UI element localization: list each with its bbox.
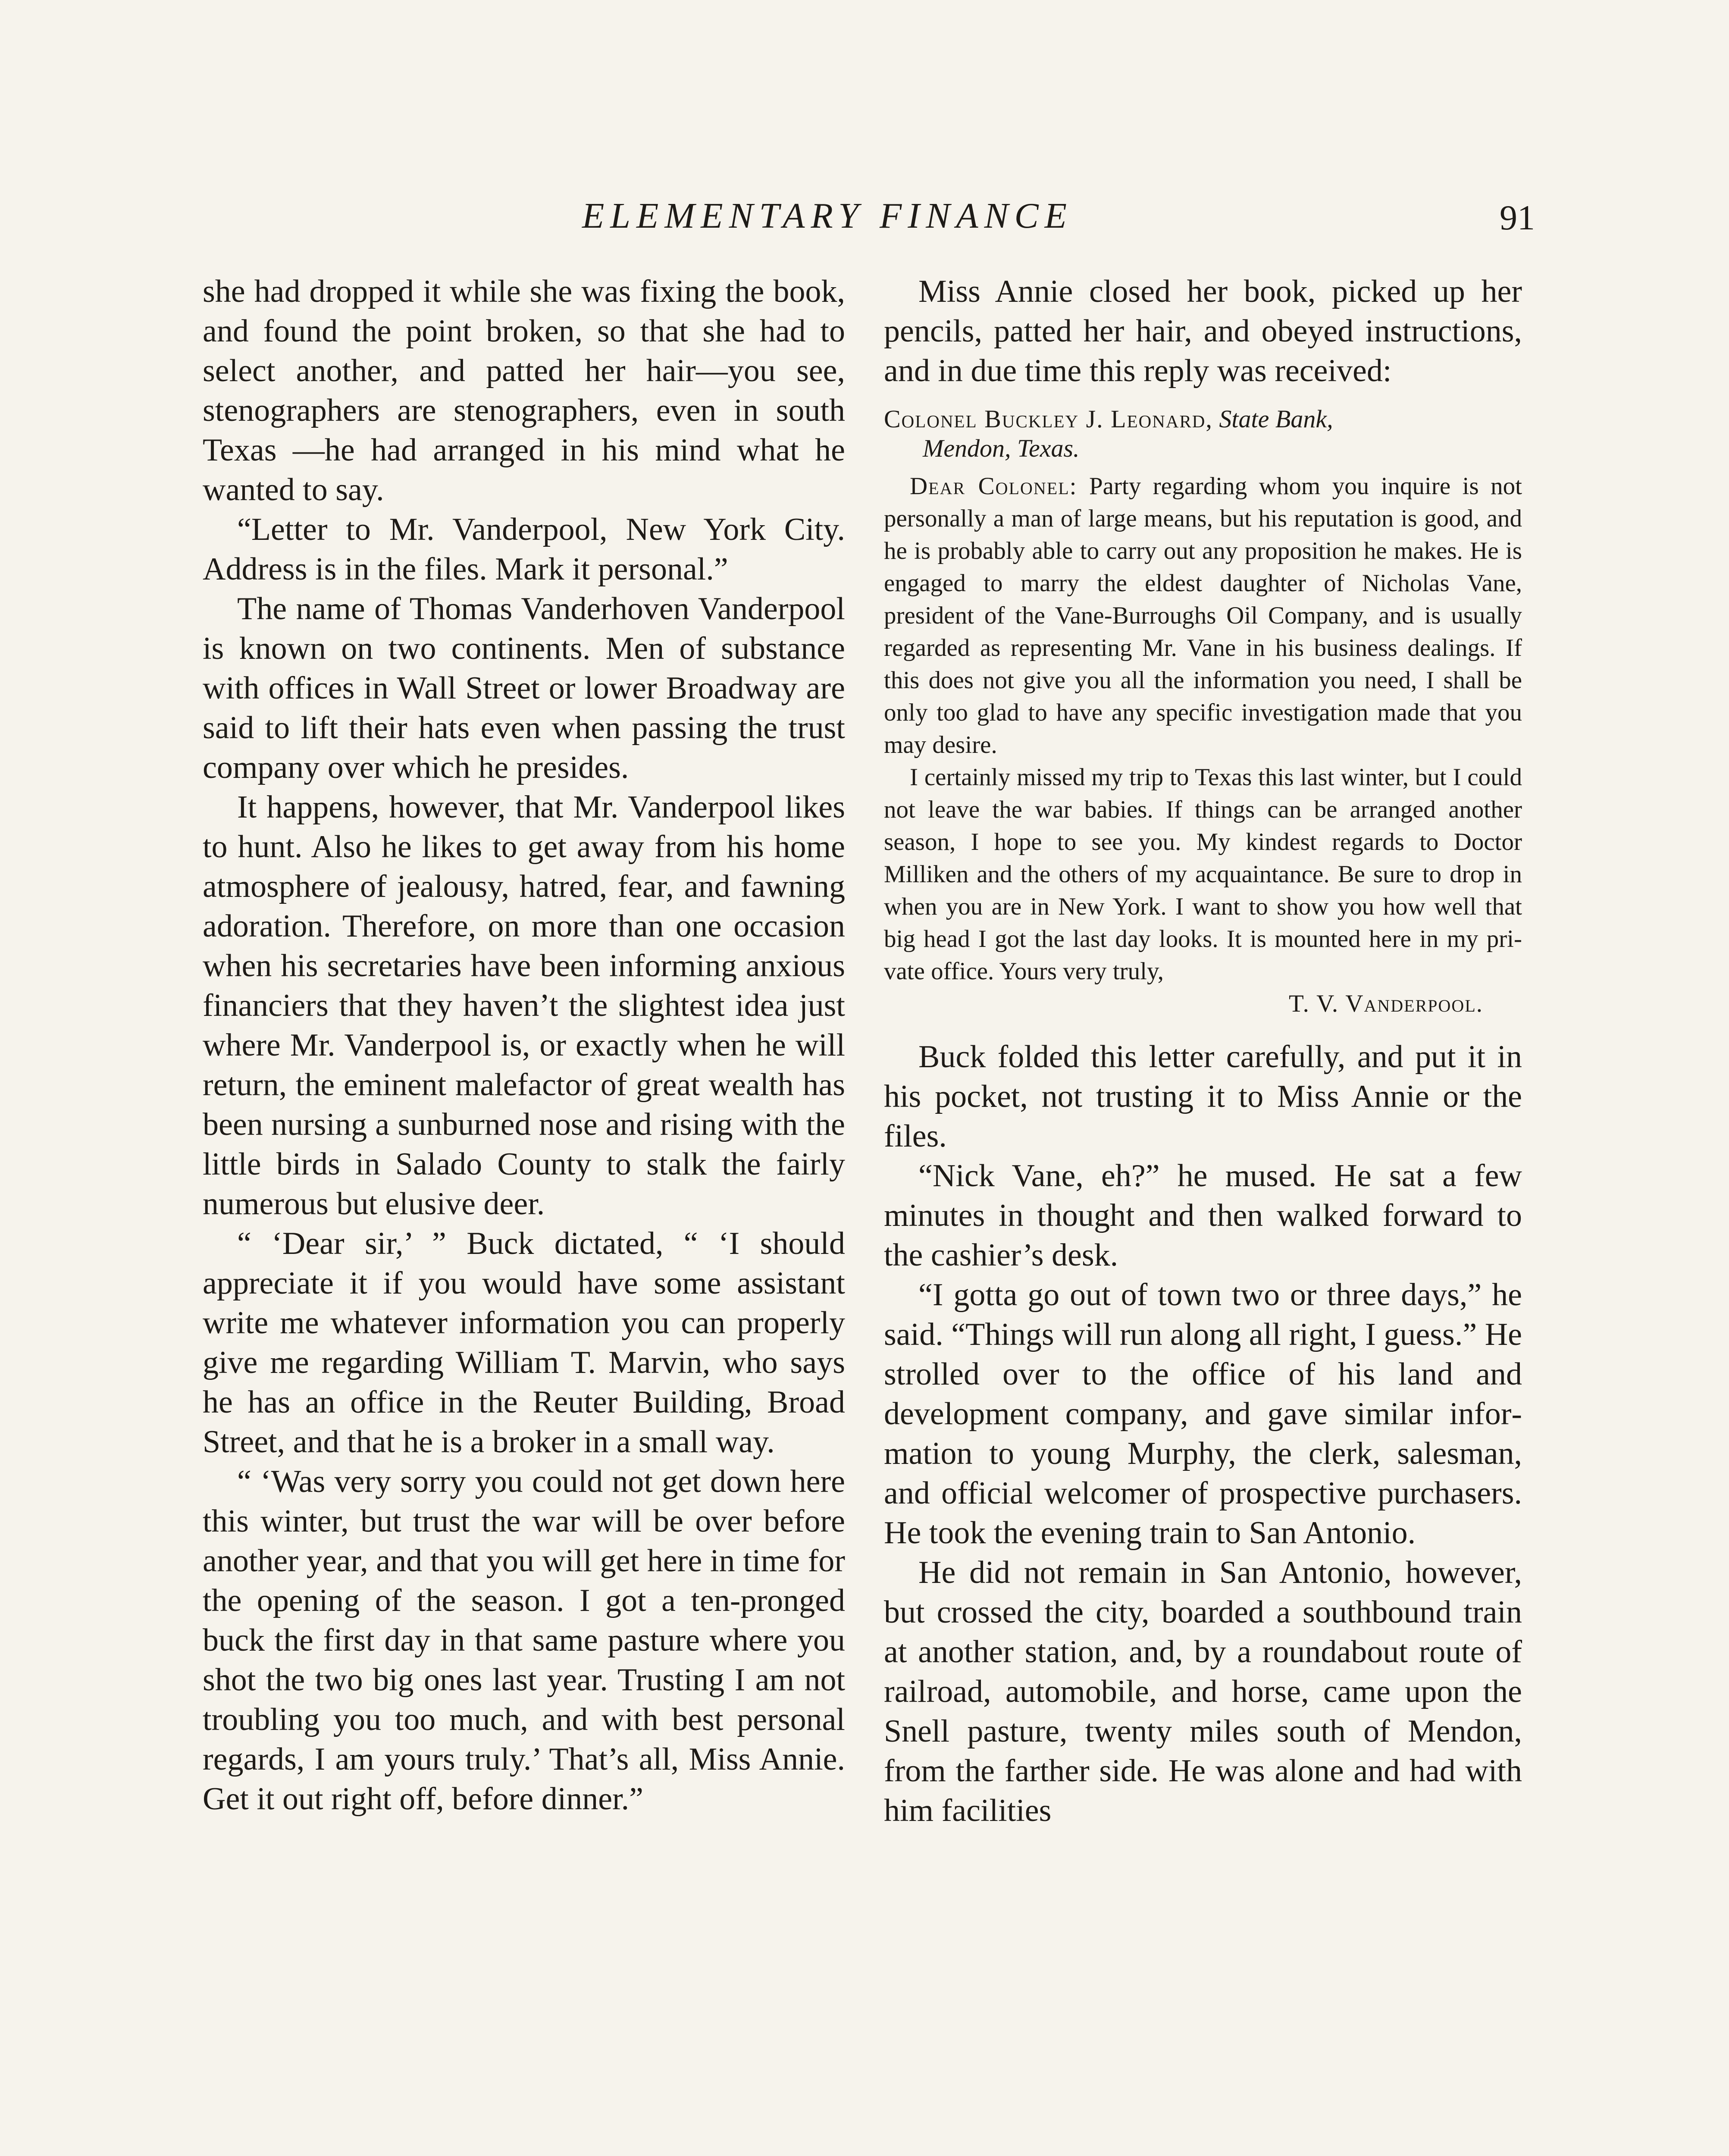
paragraph: “ ‘Dear sir,’ ” Buck dictated, “ ‘I should appreciate it if you would have some assistant write me whatever information you can properly give me regarding William T. Marvin, who says he has an office in the Reuter Building, Broad Street, and that he is a broker in a small way. (203, 1226, 845, 1460)
paragraph: she had dropped it while she was fixing the book, and found the point broken, so that she had to select another, and patted her hair—you see, stenographers are stenographers, even in south Texas —he had arranged in his mind what he wanted to say. (203, 274, 845, 508)
addressee-city: Mendon, Texas. (923, 434, 1080, 462)
letter-text: Party regarding whom you inquire is not personally a man of large means, but his reputation is good, and he is probably able to carry out any proposition he makes. He is engaged to marry the eldest daughter of Nicholas Vane, president of the Vane-Burroughs Oil Company, and is usually regarded as representing Mr. Vane in his business dealings. If this does not give you all the information you need, I shall be only too glad to have any specific investigation made that you may desire. (884, 473, 1522, 758)
letter-addressee (884, 404, 1522, 463)
addressee-name: Colonel Buckley J. Leonard, (884, 405, 1213, 433)
left-column (203, 272, 845, 1819)
right-column (884, 272, 1522, 1830)
paragraph: The name of Thomas Vanderhoven Vanderpool is known on two continents. Men of substance with offices in Wall Street or lower Broadway are said to lift their hats even when passing the trust company over which he presides. (203, 591, 845, 785)
paragraph: It happens, however, that Mr. Vanderpool likes to hunt. Also he likes to get away from his home atmosphere of jealousy, hatred, fear, and fawning adoration. Therefore, on more than one occasion when his secretaries have been informing anxious financiers that they haven’t the slightest idea just where Mr. Vanderpool is, or exactly when he will return, the eminent malefactor of great wealth has been nursing a sunburned nose and rising with the little birds in Salado County to stalk the fairly numerous but elusive deer. (203, 790, 845, 1222)
letter-salutation: Dear Colonel: (910, 473, 1077, 500)
running-title: ELEMENTARY FINANCE (582, 196, 1073, 236)
paragraph: “Nick Vane, eh?” he mused. He sat a few minutes in thought and then walked forward to the cashier’s desk. (884, 1158, 1522, 1273)
running-head (203, 195, 1535, 247)
paragraph: Miss Annie closed her book, picked up her pencils, patted her hair, and obeyed instructions, and in due time this reply was received: (884, 274, 1522, 389)
addressee-place: State Bank, (1219, 405, 1333, 433)
paragraph: “I gotta go out of town two or three days,” he said. “Things will run along all right, I guess.” He strolled over to the office of his land and development company, and gave similar information to young Murphy, the clerk, salesman, and official welcomer of prospective purchasers. He took the evening train to San Antonio. (884, 1277, 1522, 1551)
letter-paragraph: I certainly missed my trip to Texas this last winter, but I could not leave the war babies. If things can be arranged another season, I hope to see you. My kindest regards to Doctor Milliken and the others of my acquaintance. Be sure to drop in when you are in New York. I want to show you how well that big head I got the last day looks. It is mounted here in my private office. Yours very truly, (884, 764, 1522, 985)
letter-signature: T. V. Vanderpool. (1289, 990, 1483, 1017)
letter-paragraph (884, 470, 1522, 761)
paragraph: Buck folded this letter carefully, and put it in his pocket, not trusting it to Miss Annie or the files. (884, 1039, 1522, 1154)
paragraph: “ ‘Was very sorry you could not get down here this winter, but trust the war will be over before another year, and that you will get here in time for the opening of the season. I got a ten-pronged buck the first day in that same pasture where you shot the two big ones last year. Trusting I am not troubling you too much, and with best personal regards, I am yours truly.’ That’s all, Miss Annie. Get it out right off, before dinner.” (203, 1464, 845, 1817)
paragraph: “Letter to Mr. Vanderpool, New York City. Address is in the files. Mark it personal.” (203, 512, 845, 587)
paragraph: He did not remain in San Antonio, however, but crossed the city, boarded a southbound train at another station, and, by a roundabout route of railroad, automobile, and horse, came upon the Snell pasture, twenty miles south of Mendon, from the farther side. He was alone and had with him facilities (884, 1555, 1522, 1828)
page-number: 91 (1500, 198, 1535, 237)
quoted-letter (884, 404, 1522, 1020)
